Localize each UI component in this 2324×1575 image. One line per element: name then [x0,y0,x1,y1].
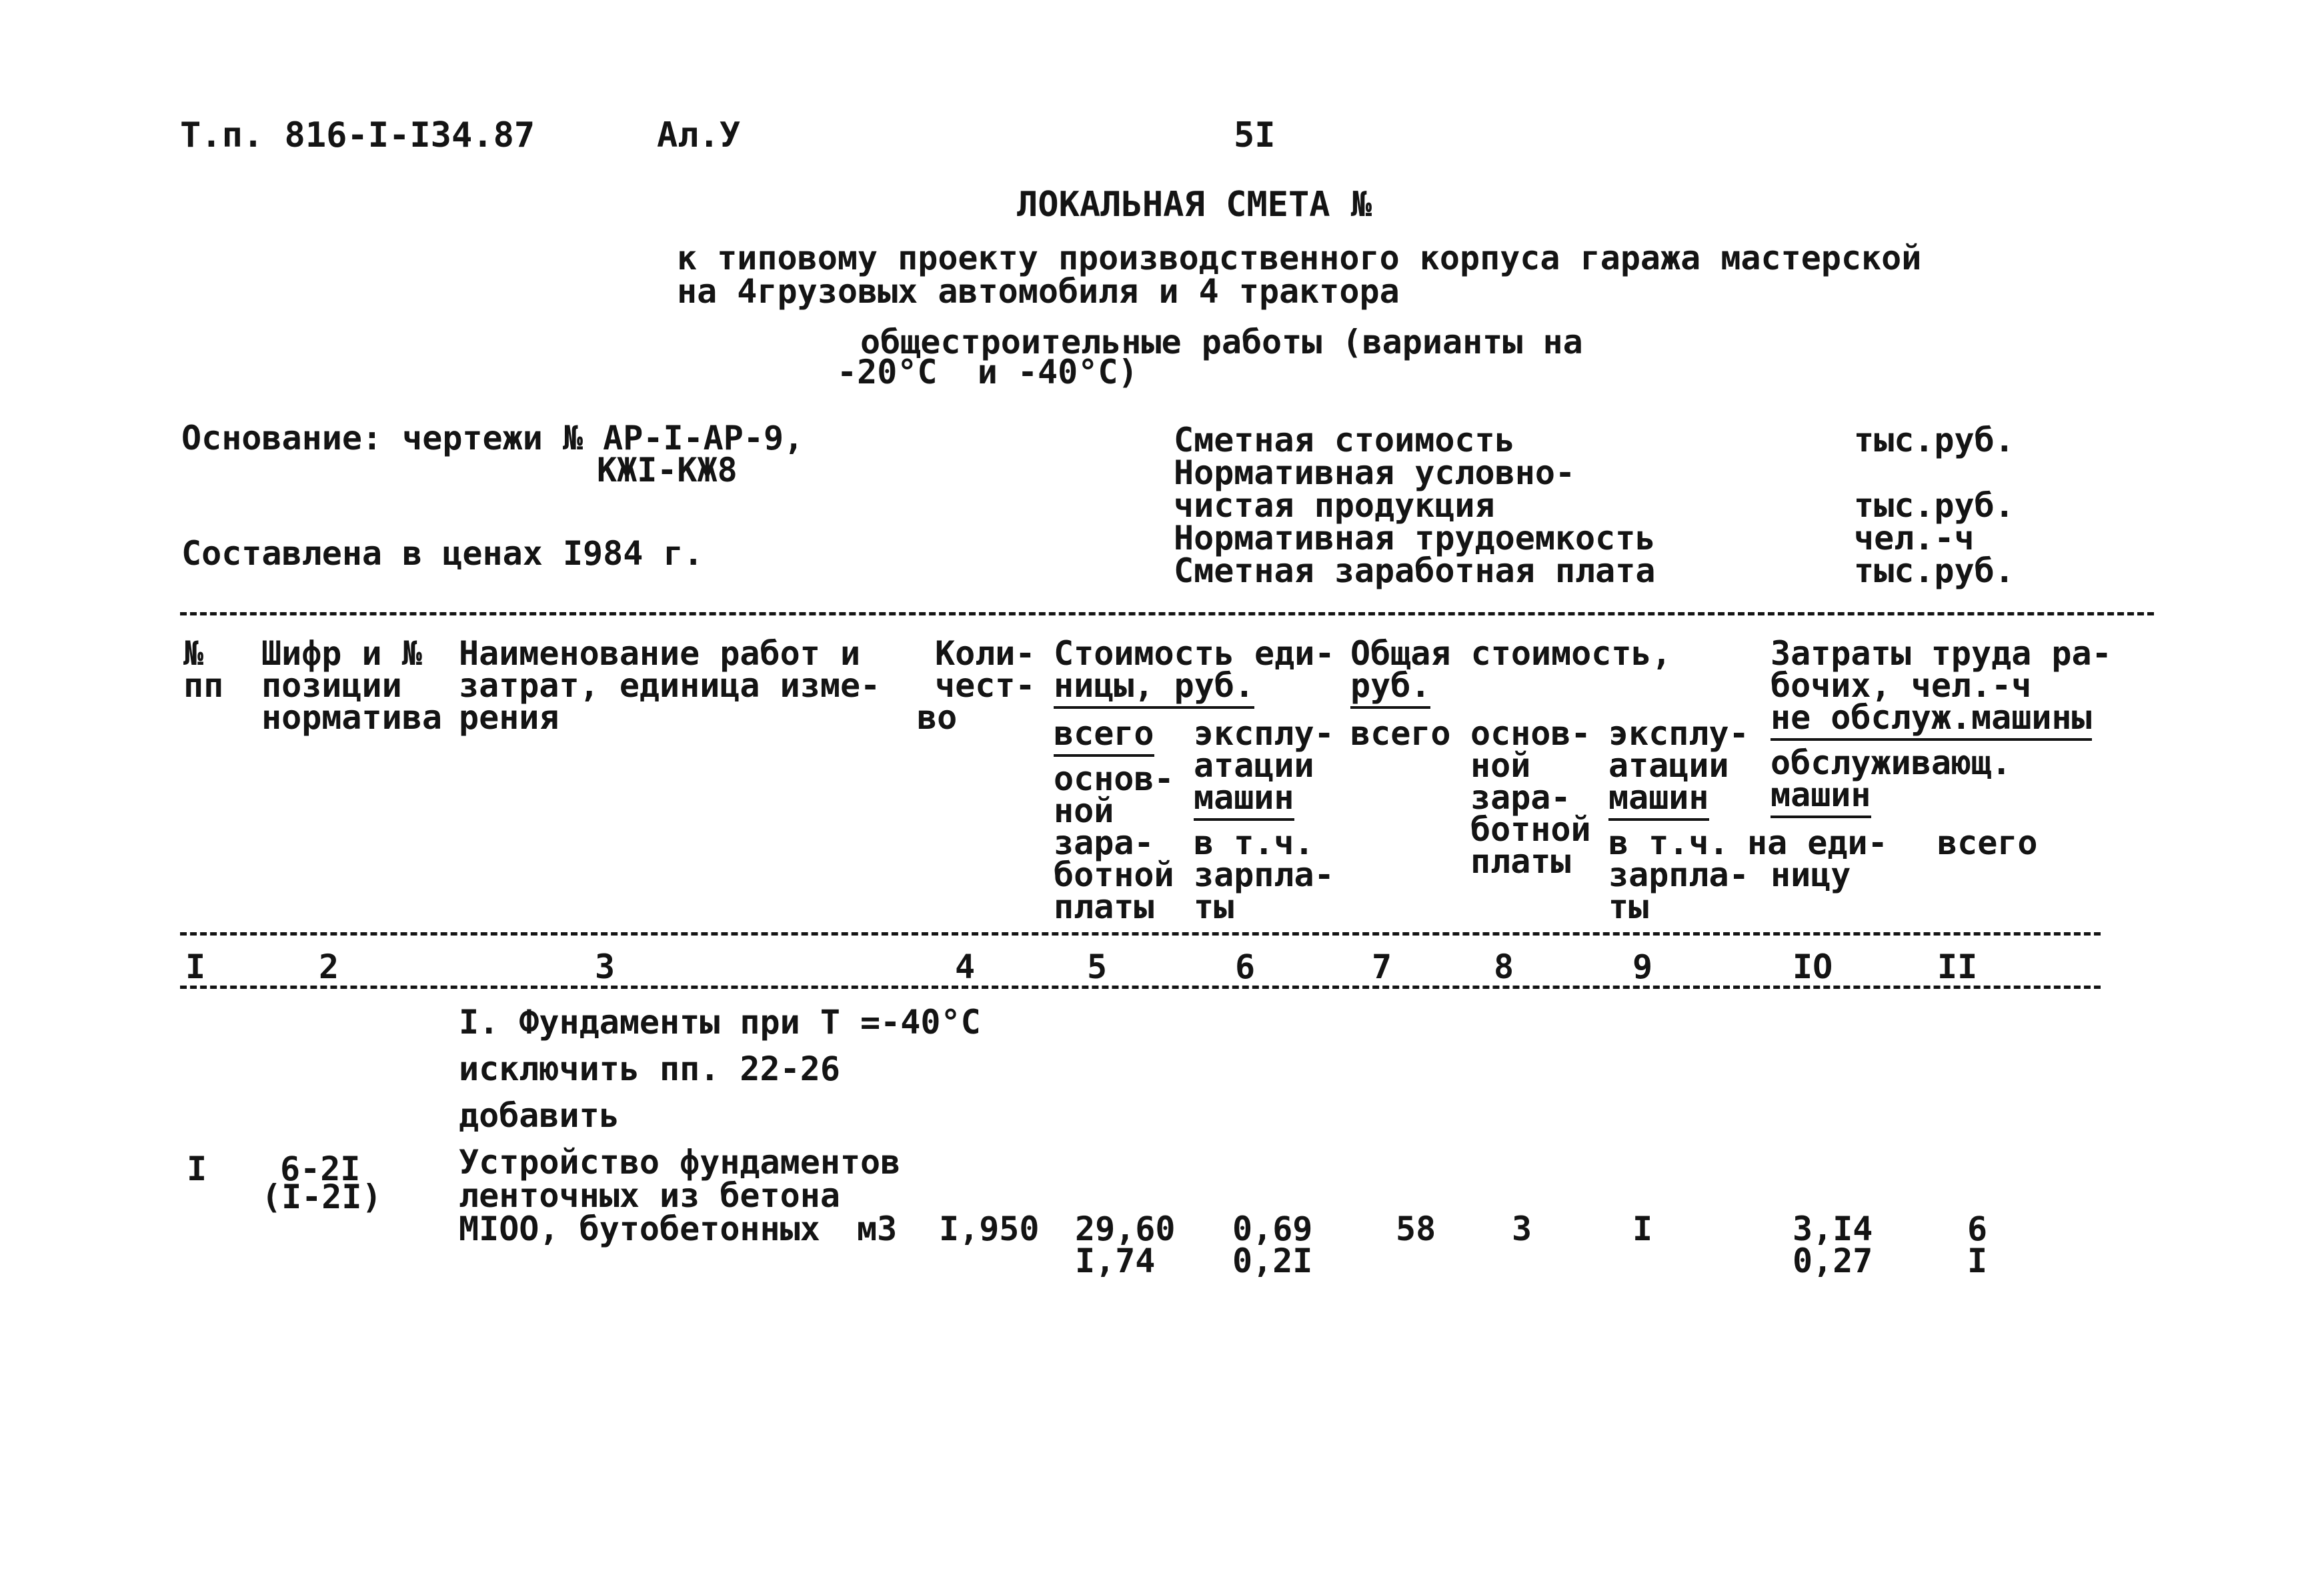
header-text [1608,778,1709,817]
header-text: № [183,634,204,673]
row-name: МIOO, бутобетонных [459,1210,820,1248]
prices-year: Составлена в ценах I984 г. [181,534,704,573]
summary-unit: тыс.руб. [1854,486,2015,525]
column-number: 8 [1494,948,1514,986]
header-text [1771,775,1871,814]
column-number: 4 [955,948,976,986]
row-total-wage: 3 [1512,1210,1532,1248]
summary-label: Сметная заработная плата [1174,551,1656,590]
header-text: ной [1054,792,1114,830]
row-total-machines: I [1632,1210,1653,1248]
album-number: Ал.У [657,115,741,155]
header-text: не обслуж.машины [1771,698,2092,741]
header-text: чест- [935,666,1036,705]
doc-code: Т.п. 816-I-I34.87 [180,115,535,155]
header-text: во [917,698,958,737]
header-text: машин [1608,778,1709,821]
header-bottom-rule [180,932,2101,936]
header-text: всего [1350,714,1451,753]
row-code: 6-2I [280,1150,361,1188]
header-text: Стоимость еди- [1054,634,1335,673]
row-unit-wage: I,74 [1075,1242,1156,1280]
row-labor-total: 6 [1967,1210,1988,1248]
row-unit-machines: 0,69 [1232,1210,1313,1248]
row-unit-machines-wage: 0,2I [1232,1242,1313,1280]
column-number: I [185,948,206,986]
row-number: I [187,1150,207,1188]
summary-label: Сметная стоимость [1174,421,1515,459]
section-title: I. Фундаменты при Т =-40°С [459,1003,981,1042]
basis-line-1: Основание: чертежи № АР-I-АР-9, [181,419,804,457]
header-text: ницу [1771,856,1851,894]
summary-unit: тыс.руб. [1854,421,2015,459]
header-text [1771,698,2092,737]
header-text: ты [1194,888,1234,926]
column-number: 2 [319,948,339,986]
header-text: в т.ч. [1608,824,1729,862]
header-text: обслуживающ. [1771,743,2012,782]
column-number: IO [1793,948,1833,986]
header-text: зарпла- [1608,856,1749,894]
row-name: ленточных из бетона [459,1176,840,1215]
section-add-note: добавить [459,1096,620,1135]
header-text: основ- [1054,759,1174,798]
row-labor-total: I [1967,1242,1988,1280]
header-text: Шифр и № [261,634,422,673]
column-number: II [1937,948,1978,986]
row-labor-per-unit: 0,27 [1793,1242,1873,1280]
header-text [1194,778,1294,817]
header-text: эксплу- [1608,714,1749,753]
header-text: на еди- [1747,824,1888,862]
row-name: Устройство фундаментов [459,1143,901,1182]
header-text: бочих, чел.-ч [1771,666,2032,705]
table-top-rule [180,612,2154,615]
header-text [1054,666,1255,705]
header-text [1350,666,1431,705]
title-line-2: на 4грузовых автомобиля и 4 трактора [677,272,1400,311]
header-text: норматива [261,698,442,737]
header-text: руб. [1350,666,1430,709]
header-text: зара- [1470,778,1571,817]
column-number: 9 [1632,948,1653,986]
section-exclude-note: исключить пп. 22-26 [459,1050,840,1088]
header-text: Общая стоимость, [1350,634,1672,673]
column-number: 5 [1087,948,1108,986]
header-text: всего [1937,824,2038,862]
header-text: ботной [1470,810,1591,849]
header-text: ты [1608,888,1649,926]
header-text: платы [1470,842,1571,881]
summary-label: Нормативная трудоемкость [1174,519,1656,557]
title-line-1: к типовому проекту производственного корпуса гаража мастерской [677,239,1922,277]
summary-unit: тыс.руб. [1854,551,2015,590]
title-line-3: общестроительные работы (варианты на [860,323,1583,361]
header-text [1054,714,1154,753]
row-quantity: I,950 [939,1210,1040,1248]
header-text: машин [1194,778,1294,821]
header-text: всего [1054,714,1154,757]
row-unit: м3 [857,1210,898,1248]
header-text: ботной [1054,856,1174,894]
header-text: Наименование работ и [459,634,861,673]
column-number: 3 [595,948,616,986]
header-text: позиции [261,666,402,705]
row-code: (I-2I) [261,1178,382,1216]
header-text: зара- [1054,824,1154,862]
summary-unit: чел.-ч [1854,519,1975,557]
header-text: атации [1608,746,1729,785]
title-line-4: -20°С и -40°С) [837,353,1138,391]
column-numbers-rule [180,986,2101,989]
summary-label: чистая продукция [1174,486,1495,525]
document-heading: ЛОКАЛЬНАЯ СМЕТА № [1017,185,1372,225]
row-total: 58 [1396,1210,1436,1248]
header-text: пп [183,666,224,705]
header-text: основ- [1470,714,1591,753]
header-text: Затраты труда ра- [1771,634,2112,673]
row-labor-per-unit: 3,I4 [1793,1210,1873,1248]
header-text: эксплу- [1194,714,1334,753]
header-text: Коли- [935,634,1036,673]
header-text: атации [1194,746,1314,785]
header-text: платы [1054,888,1154,926]
header-text: зарпла- [1194,856,1334,894]
header-text: машин [1771,775,1871,818]
header-text: ницы, руб. [1054,666,1254,709]
header-text: в т.ч. [1194,824,1314,862]
summary-label: Нормативная условно- [1174,453,1576,492]
column-number: 7 [1372,948,1392,986]
header-text: ной [1470,746,1531,785]
header-text: рения [459,698,559,737]
column-number: 6 [1235,948,1256,986]
header-text: затрат, единица изме- [459,666,881,705]
basis-line-2: КЖI-КЖ8 [597,451,738,489]
page-number: 5I [1234,115,1276,155]
row-unit-total: 29,60 [1075,1210,1176,1248]
